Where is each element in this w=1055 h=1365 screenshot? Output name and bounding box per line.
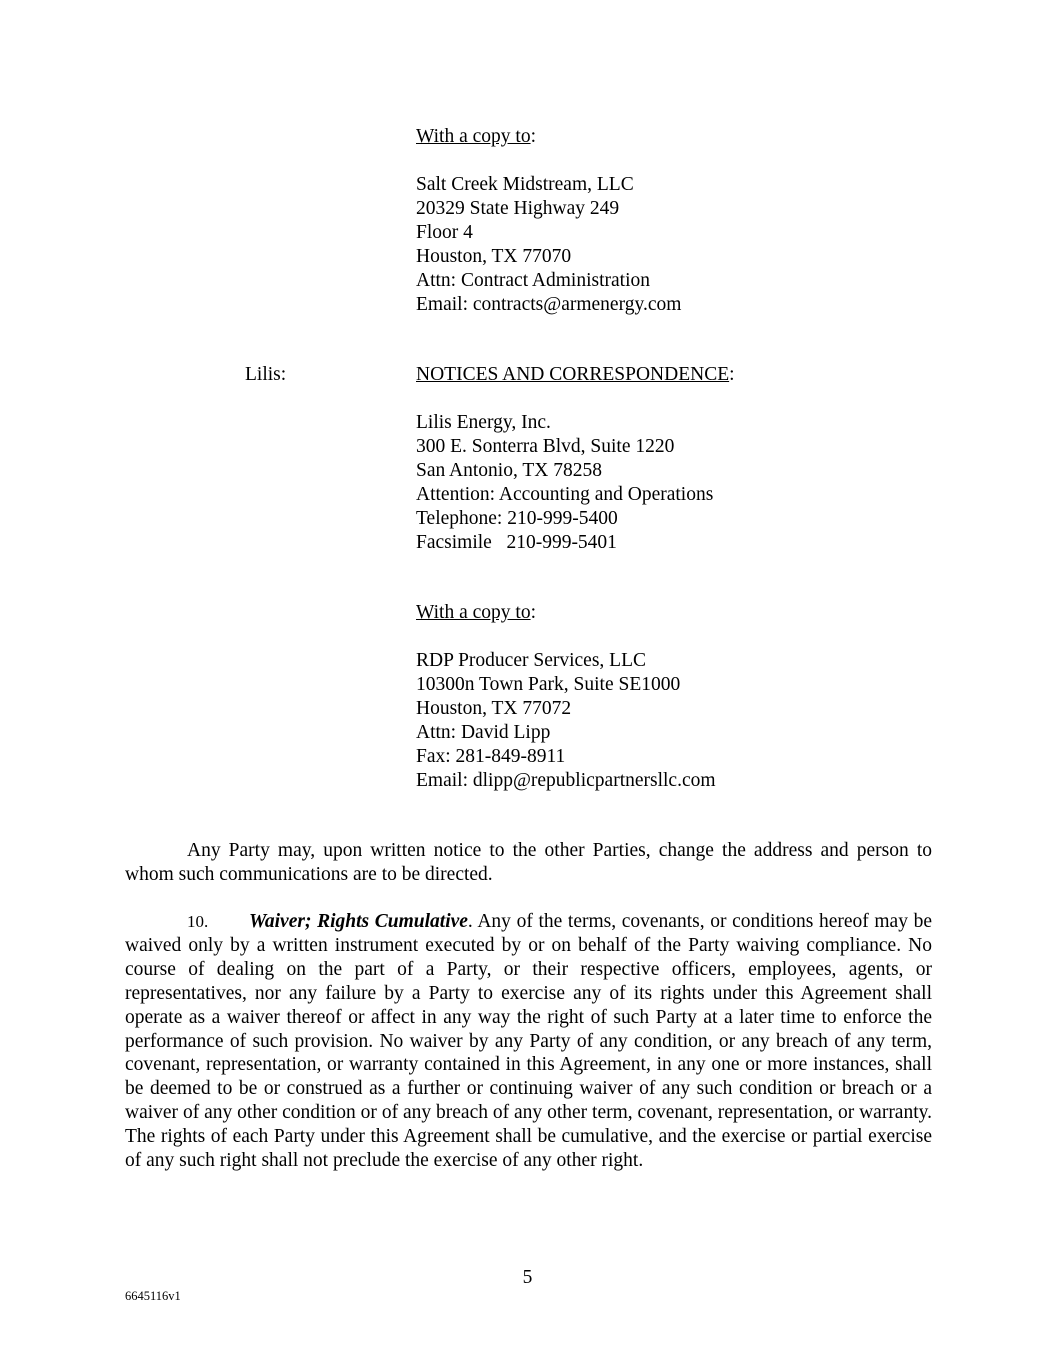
- section-title: Waiver; Rights Cumulative: [249, 911, 468, 932]
- telephone-line: Telephone: 210-999-5400: [416, 508, 618, 529]
- copy-to-heading: With a copy to:: [416, 602, 536, 623]
- email-line: Email: contracts@armenergy.com: [416, 294, 682, 315]
- document-id: 6645116v1: [125, 1289, 181, 1303]
- copy-to-block-salt-creek: [416, 125, 681, 317]
- address-line: Lilis Energy, Inc.: [416, 412, 551, 433]
- facsimile-line: Facsimile 210-999-5401: [416, 532, 617, 553]
- section-body: . Any of the terms, covenants, or conditions hereof may be waived only by a written instrument executed by or on behalf of the Party waiving compliance. No course of dealing on the part of a Party, or their respective officers, employees, agents, or representatives, nor any failure by a Party to exercise any of its rights under this Agreement shall operate as a waiver thereof or affect in any way the right of such Party at a later time to enforce the performance of such provision. No waiver by any Party of any condition, or any breach of any term, covenant, representation, or warranty contained in this Agreement, in any one or more instances, shall be deemed to be or construed as a further or continuing waiver of any such condition or breach or a waiver of any other condition or of any breach of any other term, covenant, representation, or warranty. The rights of each Party under this Agreement shall be cumulative, and the exercise or partial exercise of any such right shall not preclude the exercise of any other right.: [125, 911, 932, 1172]
- address-line: Attention: Accounting and Operations: [416, 484, 714, 505]
- copy-to-heading: With a copy to:: [416, 126, 536, 147]
- section-number: 10.: [187, 912, 209, 931]
- address-line: Floor 4: [416, 222, 473, 243]
- party-label-lilis: Lilis:: [245, 364, 287, 385]
- address-line: Salt Creek Midstream, LLC: [416, 174, 634, 195]
- fax-line: Fax: 281-849-8911: [416, 746, 566, 767]
- address-line: 20329 State Highway 249: [416, 198, 620, 219]
- page-number: 5: [522, 1267, 533, 1288]
- address-line: 10300n Town Park, Suite SE1000: [416, 674, 681, 695]
- notices-block-lilis: [416, 363, 735, 555]
- copy-to-block-rdp: [416, 601, 716, 793]
- address-line: RDP Producer Services, LLC: [416, 650, 646, 671]
- address-line: Attn: David Lipp: [416, 722, 551, 743]
- section-10-paragraph: [125, 910, 932, 1173]
- notices-heading: NOTICES AND CORRESPONDENCE:: [416, 364, 735, 385]
- email-line: Email: dlipp@republicpartnersllc.com: [416, 770, 716, 791]
- address-line: Attn: Contract Administration: [416, 270, 650, 291]
- change-address-paragraph: Any Party may, upon written notice to the other Parties, change the address and person to whom such communications are to be directed.: [125, 840, 932, 885]
- address-line: Houston, TX 77070: [416, 246, 572, 267]
- address-line: Houston, TX 77072: [416, 698, 572, 719]
- address-line: 300 E. Sonterra Blvd, Suite 1220: [416, 436, 675, 457]
- address-line: San Antonio, TX 78258: [416, 460, 602, 481]
